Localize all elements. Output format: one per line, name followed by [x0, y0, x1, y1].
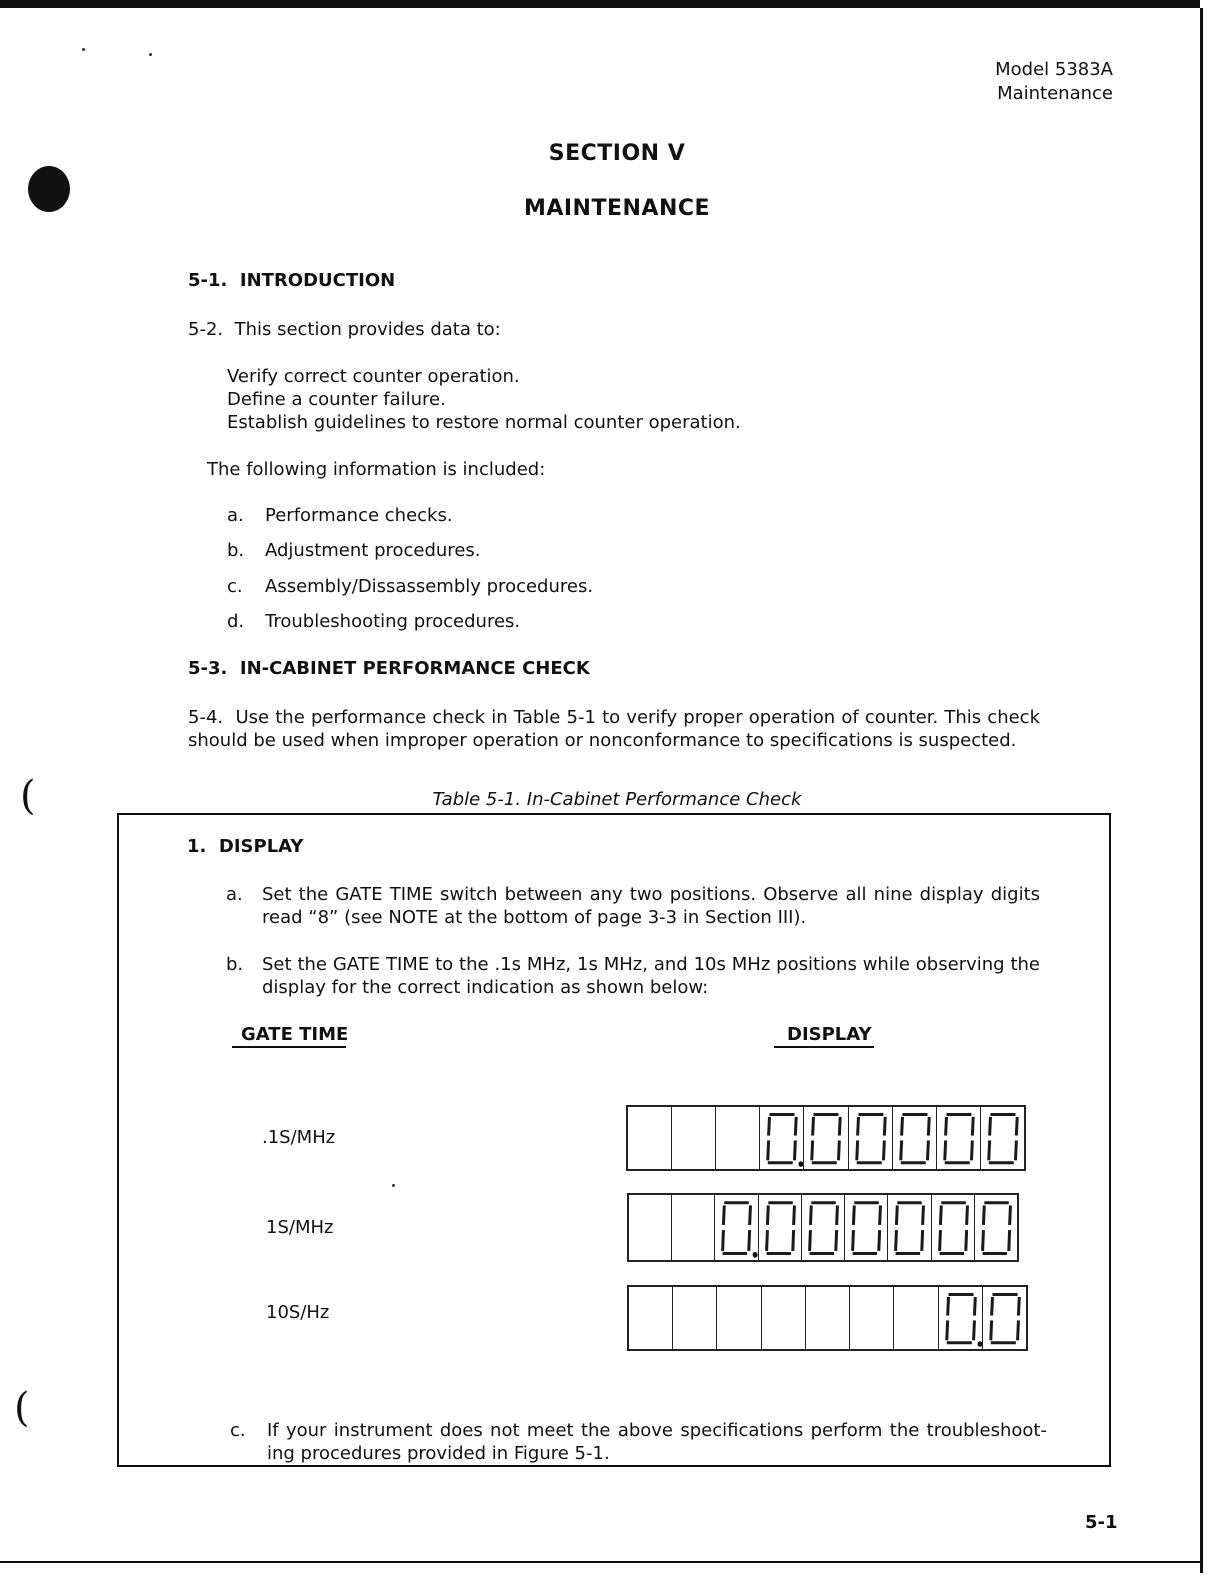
display-readout: [626, 1105, 1026, 1171]
seven-segment-digit: [628, 1107, 671, 1169]
digit-segment-b: [972, 1117, 973, 1136]
display-digit-cell: [982, 1287, 1026, 1349]
seven-segment-digit: [932, 1195, 974, 1260]
gate-time-label: 10S/Hz: [266, 1302, 330, 1323]
gate-time-header-rule: [232, 1046, 346, 1048]
display-column-header: DISPLAY: [787, 1024, 872, 1045]
table-item-number: 1.: [187, 836, 207, 857]
section-number-title: SECTION V: [548, 141, 686, 166]
digit-segment-c: [883, 1140, 884, 1160]
included-item-text: Assembly/Dissassembly procedures.: [265, 576, 594, 597]
digit-segment-c: [1017, 1320, 1018, 1340]
seven-segment-digit: [939, 1287, 982, 1349]
digit-segment-f: [854, 1205, 855, 1225]
seven-segment-digit: [717, 1287, 760, 1349]
seven-segment-digit: [888, 1195, 930, 1260]
display-digit-cell: [758, 1195, 801, 1260]
display-digit-cell: [887, 1195, 930, 1260]
margin-bracket-mark: (: [20, 773, 36, 819]
check-paragraph-number: 5-4.: [188, 707, 224, 728]
seven-segment-digit: [806, 1287, 849, 1349]
step-b-text: Set the GATE TIME to the .1s MHz, 1s MHz, and 10s MHz positions while observing the display for the correct indication as shown below:: [262, 954, 1040, 998]
step-a-label: a.: [226, 884, 243, 905]
digit-segment-e: [812, 1140, 813, 1160]
digit-segment-c: [879, 1230, 880, 1251]
display-digit-cell: [849, 1287, 893, 1349]
seven-segment-digit: [629, 1287, 672, 1349]
seven-segment-digit: [893, 1107, 936, 1169]
digit-segment-c: [971, 1140, 972, 1160]
display-digit-cell: [759, 1107, 803, 1169]
digit-segment-b: [923, 1205, 924, 1225]
digit-segment-e: [900, 1140, 901, 1160]
purpose-item: Verify correct counter operation.: [227, 366, 520, 387]
seven-segment-digit: [716, 1107, 759, 1169]
digit-segment-b: [836, 1205, 837, 1225]
display-digit-cell: [716, 1287, 760, 1349]
bottom-border-rule: [0, 1561, 1203, 1563]
seven-segment-digit: [937, 1107, 980, 1169]
digit-segment-f: [724, 1205, 725, 1225]
check-paragraph-text: Use the performance check in Table 5-1 to verify proper operation of counter. This check should be used when improper operation or nonconformance to specifications is suspected.: [188, 707, 1040, 751]
display-digit-cell: [671, 1195, 714, 1260]
digit-segment-b: [1018, 1297, 1019, 1316]
intro-paragraph: [188, 318, 501, 341]
digit-segment-f: [767, 1205, 768, 1225]
table-item-title: DISPLAY: [218, 836, 304, 857]
digit-segment-b: [928, 1117, 929, 1136]
digit-segment-e: [945, 1140, 946, 1160]
display-digit-cell: [805, 1287, 849, 1349]
step-a-text: Set the GATE TIME switch between any two positions. Observe all nine display digits read “8” (see NOTE at the bottom of page 3-3 in Section III).: [262, 884, 1040, 928]
display-digit-cell: [936, 1107, 980, 1169]
digit-segment-e: [766, 1230, 767, 1251]
included-item-label: a.: [227, 505, 244, 526]
digit-segment-c: [973, 1320, 974, 1340]
digit-segment-c: [922, 1230, 923, 1251]
display-digit-cell: [761, 1287, 805, 1349]
included-item-text: Troubleshooting procedures.: [265, 611, 521, 632]
display-digit-cell: [801, 1195, 844, 1260]
model-number: Model 5383A: [995, 59, 1113, 80]
seven-segment-digit: [759, 1195, 801, 1260]
display-digit-cell: [628, 1107, 671, 1169]
seven-segment-digit: [673, 1287, 716, 1349]
display-readout: [627, 1285, 1028, 1351]
included-item: [227, 540, 481, 561]
display-digit-cell: [848, 1107, 892, 1169]
seven-segment-digit: [760, 1107, 803, 1169]
document-header: [960, 58, 1113, 106]
digit-segment-e: [853, 1230, 854, 1251]
seven-segment-digit: [845, 1195, 887, 1260]
top-border-rule: [0, 0, 1200, 8]
display-digit-cell: [671, 1107, 715, 1169]
margin-bracket-mark: (: [14, 1385, 30, 1431]
seven-segment-digit: [894, 1287, 937, 1349]
digit-segment-e: [856, 1140, 857, 1160]
digit-segment-b: [793, 1205, 794, 1225]
check-heading: [188, 658, 590, 679]
intro-heading: [188, 270, 395, 291]
gate-time-column-header: GATE TIME: [241, 1024, 349, 1045]
seven-segment-digit: [802, 1195, 844, 1260]
intro-heading-number: 5-1.: [188, 270, 228, 291]
digit-segment-b: [884, 1117, 885, 1136]
display-digit-cell: [715, 1107, 759, 1169]
digit-segment-c: [795, 1140, 796, 1160]
digit-segment-f: [989, 1117, 990, 1136]
intro-paragraph-number: 5-2.: [188, 319, 224, 340]
purpose-item: Define a counter failure.: [227, 389, 446, 410]
table-caption: Table 5-1. In-Cabinet Performance Check: [432, 789, 802, 810]
digit-segment-b: [880, 1205, 881, 1225]
digit-segment-b: [750, 1205, 751, 1225]
seven-segment-digit: [850, 1287, 893, 1349]
digit-segment-c: [792, 1230, 793, 1251]
gate-time-label: 1S/MHz: [266, 1217, 334, 1238]
digit-segment-f: [769, 1117, 770, 1136]
display-readout: [627, 1193, 1019, 1262]
purpose-list: [227, 365, 741, 434]
included-item-label: d.: [227, 611, 245, 632]
digit-segment-e: [982, 1230, 983, 1251]
seven-segment-digit: [629, 1195, 671, 1260]
digit-segment-c: [839, 1140, 840, 1160]
page-number: 5-1: [1085, 1512, 1118, 1533]
step-c-label: c.: [230, 1420, 246, 1441]
seven-segment-digit: [981, 1107, 1024, 1169]
digit-segment-c: [1015, 1140, 1016, 1160]
seven-segment-digit: [762, 1287, 805, 1349]
display-digit-cell: [672, 1287, 716, 1349]
section-name-title: MAINTENANCE: [523, 196, 711, 221]
digit-segment-c: [927, 1140, 928, 1160]
digit-segment-f: [897, 1205, 898, 1225]
digit-segment-e: [809, 1230, 810, 1251]
digit-segment-c: [1009, 1230, 1010, 1251]
intro-heading-text: INTRODUCTION: [239, 270, 396, 291]
check-paragraph: [188, 706, 1040, 752]
scan-speck: [149, 53, 152, 56]
digit-segment-e: [896, 1230, 897, 1251]
display-digit-cell: [980, 1107, 1024, 1169]
digit-segment-f: [810, 1205, 811, 1225]
included-item: [227, 611, 520, 632]
digit-segment-f: [857, 1117, 858, 1136]
seven-segment-digit: [983, 1287, 1026, 1349]
step-c-text: If your instrument does not meet the above specifications perform the troubleshoot-ing procedures provided in Figure 5-1.: [267, 1420, 1047, 1464]
digit-segment-e: [991, 1320, 992, 1340]
digit-segment-f: [940, 1205, 941, 1225]
digit-segment-f: [901, 1117, 902, 1136]
digit-segment-e: [946, 1320, 947, 1340]
display-digit-cell: [844, 1195, 887, 1260]
digit-segment-e: [939, 1230, 940, 1251]
included-item-text: Adjustment procedures.: [265, 540, 481, 561]
seven-segment-digit: [804, 1107, 847, 1169]
header-section-name: Maintenance: [997, 83, 1113, 104]
digit-segment-c: [749, 1230, 750, 1251]
digit-segment-b: [966, 1205, 967, 1225]
included-item: [227, 576, 593, 597]
display-digit-cell: [714, 1195, 757, 1260]
digit-segment-e: [989, 1140, 990, 1160]
included-item-label: c.: [227, 576, 243, 597]
display-digit-cell: [629, 1287, 672, 1349]
digit-segment-f: [991, 1297, 992, 1316]
digit-segment-f: [947, 1297, 948, 1316]
seven-segment-digit: [975, 1195, 1017, 1260]
seven-segment-digit: [672, 1107, 715, 1169]
display-digit-cell: [938, 1287, 982, 1349]
digit-segment-b: [840, 1117, 841, 1136]
display-digit-cell: [629, 1195, 671, 1260]
included-item: [227, 505, 453, 526]
display-digit-cell: [893, 1287, 937, 1349]
included-intro: The following information is included:: [207, 459, 546, 480]
scan-speck: [82, 48, 85, 51]
digit-segment-f: [945, 1117, 946, 1136]
digit-segment-c: [965, 1230, 966, 1251]
display-digit-cell: [974, 1195, 1017, 1260]
digit-segment-e: [768, 1140, 769, 1160]
gate-time-label: .1S/MHz: [262, 1127, 336, 1148]
digit-segment-b: [974, 1297, 975, 1316]
display-digit-cell: [803, 1107, 847, 1169]
included-item-text: Performance checks.: [265, 505, 453, 526]
included-item-label: b.: [227, 540, 245, 561]
display-digit-cell: [892, 1107, 936, 1169]
check-heading-text: IN-CABINET PERFORMANCE CHECK: [239, 658, 590, 679]
step-b-label: b.: [226, 954, 244, 975]
digit-segment-e: [723, 1230, 724, 1251]
digit-segment-b: [1009, 1205, 1010, 1225]
seven-segment-digit: [715, 1195, 757, 1260]
seven-segment-digit: [849, 1107, 892, 1169]
digit-segment-c: [836, 1230, 837, 1251]
display-header-rule: [774, 1046, 874, 1048]
purpose-item: Establish guidelines to restore normal counter operation.: [227, 412, 741, 433]
digit-segment-f: [813, 1117, 814, 1136]
digit-segment-b: [1016, 1117, 1017, 1136]
intro-paragraph-text: This section provides data to:: [234, 319, 501, 340]
check-heading-number: 5-3.: [188, 658, 228, 679]
seven-segment-digit: [672, 1195, 714, 1260]
digit-segment-b: [796, 1117, 797, 1136]
digit-segment-f: [983, 1205, 984, 1225]
display-digit-cell: [931, 1195, 974, 1260]
table-item-heading: [187, 836, 303, 857]
